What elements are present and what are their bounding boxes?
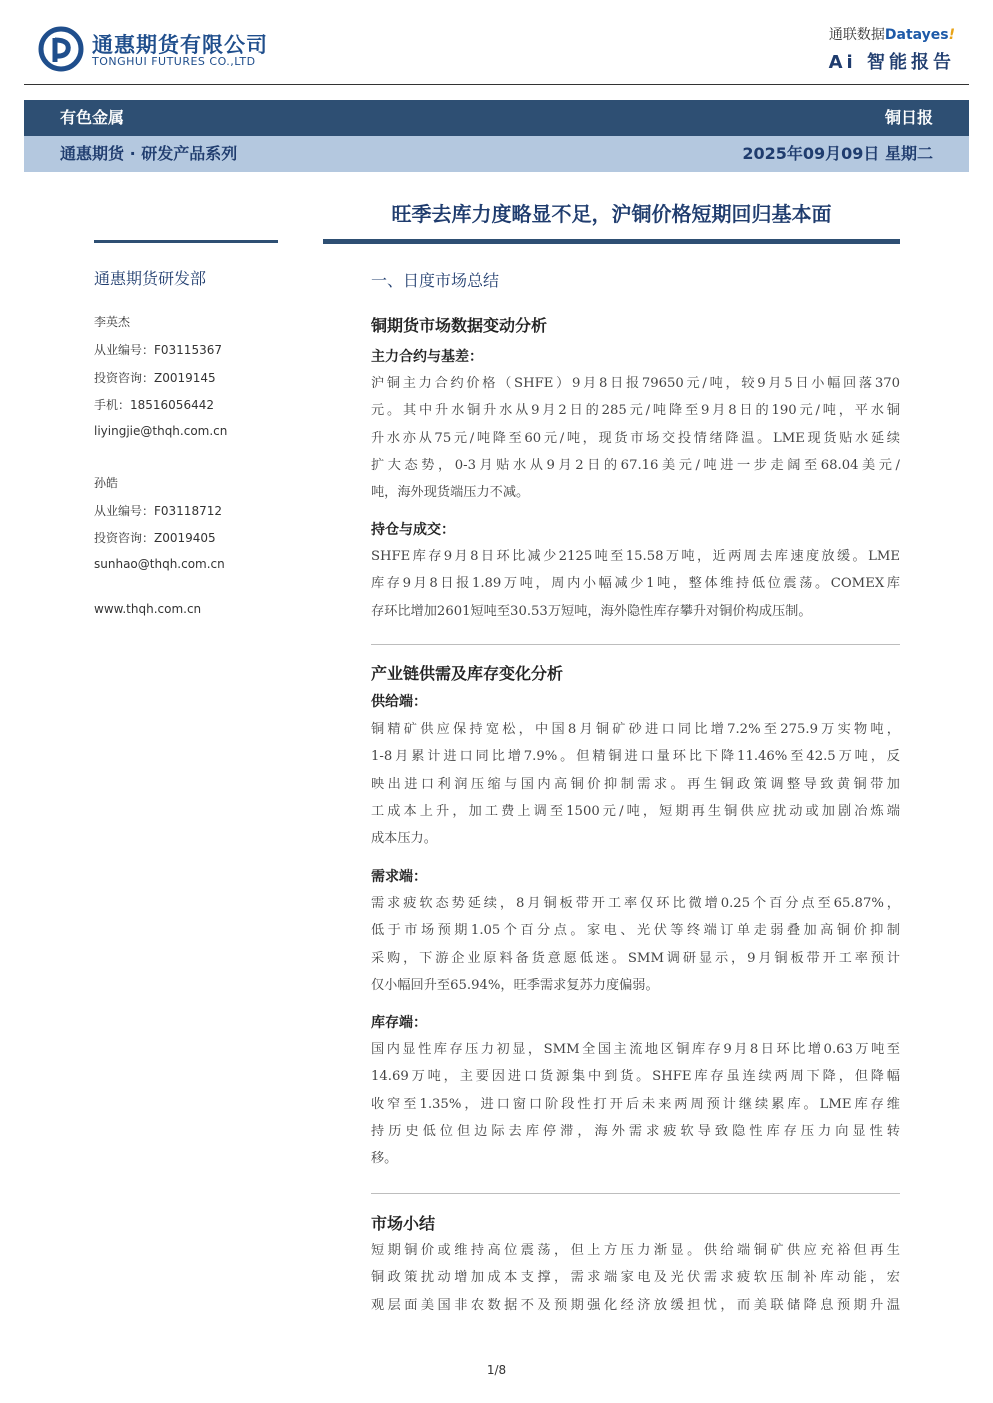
sub-heading: 持仓与成交： — [371, 522, 455, 538]
datayes-logo — [829, 24, 955, 44]
sub-heading: 供给端： — [371, 694, 427, 710]
analyst-email[interactable]: sunhao@thqh.com.cn — [94, 557, 225, 571]
company-name-en: TONGHUI FUTURES CO.,LTD — [92, 55, 256, 68]
title-underline — [323, 239, 900, 244]
datayes-prefix: 通联数据 — [828, 27, 885, 43]
section-heading: 一、日度市场总结 — [371, 271, 500, 290]
sidebar-top-rule — [94, 240, 278, 243]
website-link[interactable]: www.thqh.com.cn — [94, 602, 202, 616]
datayes-suffix: ! — [948, 27, 955, 43]
block-heading: 产业链供需及库存变化分析 — [371, 664, 564, 683]
analyst-advisory: 投资咨询：Z0019405 — [94, 531, 216, 545]
category-label: 有色金属 — [60, 108, 125, 127]
ai-report-label: Ai 智能报告 — [828, 52, 955, 73]
analyst-phone: 手机：18516056442 — [94, 398, 214, 412]
analyst-advisory: 投资咨询：Z0019145 — [94, 371, 216, 385]
company-logo-icon — [38, 26, 84, 72]
company-name-cn: 通惠期货有限公司 — [92, 33, 268, 57]
paragraph: 铜精矿供应保持宽松，中国8月铜矿砂进口同比增7.2%至275.9万实物吨， 1-8月累计进口同比增7.9%。但精铜进口量环比下降11.46%至42.5万吨，反 映出进口利润压缩与国内高铜价抑制需求。再生铜政策调整导致黄铜带加 工成本上升，加工费上调至1500元/吨，短期再生铜供应扰动或加剧冶炼端 成本压力。 — [371, 722, 900, 847]
section-divider — [371, 1193, 900, 1194]
sub-heading: 需求端： — [371, 869, 427, 885]
section-divider — [371, 644, 900, 645]
page-number: 1/8 — [486, 1363, 507, 1377]
sub-heading: 库存端： — [371, 1015, 427, 1031]
paragraph: 国内显性库存压力初显，SMM全国主流地区铜库存9月8日环比增0.63万吨至 14.69万吨，主要因进口货源集中到货。SHFE库存虽连续两周下降，但降幅 收窄至1.35%，进口窗口阶段性打开后未来两周预计继续累库。LME库存维 持历史低位但边际去库停滞，海外需求疲软导致隐性库存压力向显性转 移。 — [371, 1042, 900, 1167]
header-divider — [24, 84, 969, 85]
research-dept: 通惠期货研发部 — [94, 269, 207, 288]
category-bar — [24, 100, 969, 136]
report-title: 旺季去库力度略显不足，沪铜价格短期回归基本面 — [391, 202, 832, 226]
block-heading: 铜期货市场数据变动分析 — [371, 316, 548, 335]
sub-heading: 主力合约与基差： — [371, 349, 483, 365]
datayes-brand: Datayes — [884, 27, 949, 43]
analyst-license: 从业编号：F03118712 — [94, 504, 222, 518]
analyst-name: 李英杰 — [94, 315, 131, 329]
paragraph: 需求疲软态势延续，8月铜板带开工率仅环比微增0.25个百分点至65.87%， 低于市场预期1.05个百分点。家电、光伏等终端订单走弱叠加高铜价抑制 采购，下游企业原料备货意愿低迷。SMM调研显示，9月铜板带开工率预计 仅小幅回升至65.94%，旺季需求复苏力度偏弱。 — [371, 896, 900, 993]
series-bar — [24, 136, 969, 172]
paragraph: SHFE库存9月8日环比减少2125吨至15.58万吨，近两周去库速度放缓。LME 库存9月8日报1.89万吨，周内小幅减少1吨，整体维持低位震荡。COMEX库 存环比增加2601短吨至30.53万短吨，海外隐性库存攀升对铜价构成压制。 — [371, 549, 900, 619]
analyst-license: 从业编号：F03115367 — [94, 343, 222, 357]
series-label: 通惠期货 · 研发产品系列 — [60, 144, 238, 163]
analyst-name: 孙皓 — [94, 476, 119, 490]
report-date: 2025年09月09日 星期二 — [742, 144, 933, 163]
paragraph: 沪铜主力合约价格（SHFE）9月8日报79650元/吨，较9月5日小幅回落370 元。其中升水铜升水从9月2日的285元/吨降至9月8日的190元/吨，平水铜 升水亦从75元/吨降至60元/吨，现货市场交投情绪降温。LME现货贴水延续 扩大态势，0-3月贴水从9月2日的67.16美元/吨进一步走阔至68.04美元/ 吨，海外现货端压力不减。 — [371, 376, 900, 501]
block-heading: 市场小结 — [371, 1214, 436, 1233]
paragraph: 短期铜价或维持高位震荡，但上方压力渐显。供给端铜矿供应充裕但再生 铜政策扰动增加成本支撑，需求端家电及光伏需求疲软压制补库动能，宏 观层面美国非农数据不及预期强化经济放缓担忧，而美联储降息预期升温 — [371, 1243, 900, 1313]
report-type-label: 铜日报 — [884, 108, 933, 127]
analyst-email[interactable]: liyingjie@thqh.com.cn — [94, 424, 228, 438]
